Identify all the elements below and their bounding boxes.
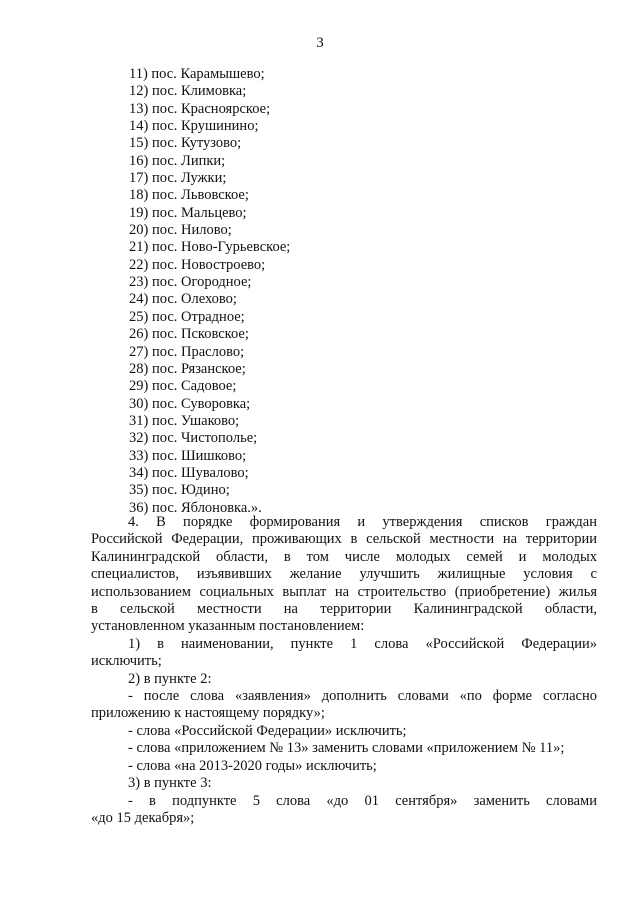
settlement-list bbox=[129, 66, 290, 517]
list-item: 36) пос. Яблоновка.». bbox=[129, 499, 262, 516]
list-item: 26) пос. Псковское; bbox=[129, 326, 249, 343]
paragraph-line: 4. В порядке формирования и утверждения списков граждан bbox=[128, 514, 597, 530]
subitem-2-dash-2: - слова «Российской Федерации» исключить; bbox=[128, 722, 407, 739]
list-item: 19) пос. Мальцево; bbox=[129, 204, 247, 221]
subitem-2-dash-1 bbox=[91, 688, 597, 723]
list-item: 28) пос. Рязанское; bbox=[129, 360, 246, 377]
list-item: 20) пос. Нилово; bbox=[129, 222, 232, 239]
subitem-3-heading: 3) в пункте 3: bbox=[128, 775, 212, 792]
paragraph-line: - в подпункте 5 слова «до 01 сентября» заменить словами bbox=[128, 792, 597, 809]
list-item: 12) пос. Климовка; bbox=[129, 83, 247, 100]
list-item: 29) пос. Садовое; bbox=[129, 378, 237, 395]
paragraph-line: приложению к настоящему порядку»; bbox=[91, 705, 325, 722]
list-item: 15) пос. Кутузово; bbox=[129, 135, 242, 152]
list-item: 22) пос. Новостроево; bbox=[129, 256, 266, 273]
list-item: 31) пос. Ушаково; bbox=[129, 412, 240, 429]
paragraph-line: исключить; bbox=[91, 653, 162, 670]
paragraph-line: специалистов, изъявивших желание улучшить жилищные условия с bbox=[91, 566, 597, 583]
subitem-2-dash-3: - слова «приложением № 13» заменить словами «приложением № 11»; bbox=[128, 740, 565, 757]
list-item: 21) пос. Ново-Гурьевское; bbox=[129, 239, 291, 256]
list-item: 16) пос. Липки; bbox=[129, 152, 226, 169]
paragraph-line: установленном указанным постановлением: bbox=[91, 618, 365, 635]
paragraph-line: «до 15 декабря»; bbox=[91, 809, 195, 826]
paragraph-line: Калининградской области, в том числе молодых семей и молодых bbox=[91, 548, 597, 565]
list-item: 17) пос. Лужки; bbox=[129, 170, 227, 187]
paragraph-line: в сельской местности на территории Калининградской области, bbox=[91, 601, 597, 618]
subitem-3-dash-1 bbox=[91, 793, 597, 828]
list-item: 23) пос. Огородное; bbox=[129, 274, 252, 291]
list-item: 18) пос. Львовское; bbox=[129, 187, 249, 204]
list-item: 33) пос. Шишково; bbox=[129, 447, 247, 464]
list-item: 34) пос. Шувалово; bbox=[129, 464, 249, 481]
list-item: 25) пос. Отрадное; bbox=[129, 308, 245, 325]
subitem-2-dash-4: - слова «на 2013-2020 годы» исключить; bbox=[128, 757, 377, 774]
paragraph-line: Российской Федерации, проживающих в сельской местности на территории bbox=[91, 531, 597, 548]
list-item: 24) пос. Олехово; bbox=[129, 291, 237, 308]
paragraph-line: - после слова «заявления» дополнить словами «по форме согласно bbox=[128, 688, 597, 705]
list-item: 30) пос. Суворовка; bbox=[129, 395, 251, 412]
list-item: 32) пос. Чистополье; bbox=[129, 430, 258, 447]
list-item: 14) пос. Крушинино; bbox=[129, 118, 259, 135]
list-item: 11) пос. Карамышево; bbox=[129, 66, 265, 82]
list-item: 13) пос. Красноярское; bbox=[129, 100, 271, 117]
list-item: 35) пос. Юдино; bbox=[129, 482, 230, 499]
subitem-1-paragraph bbox=[91, 636, 597, 671]
paragraph-line: использованием социальных выплат на строительство (приобретение) жилья bbox=[91, 583, 597, 600]
item-4-paragraph bbox=[91, 514, 597, 636]
paragraph-line: 1) в наименовании, пункте 1 слова «Российской Федерации» bbox=[128, 635, 597, 652]
amendments-text bbox=[91, 514, 597, 827]
list-item: 27) пос. Праслово; bbox=[129, 343, 245, 360]
subitem-2-heading: 2) в пункте 2: bbox=[128, 670, 212, 687]
page-number: 3 bbox=[316, 35, 324, 51]
